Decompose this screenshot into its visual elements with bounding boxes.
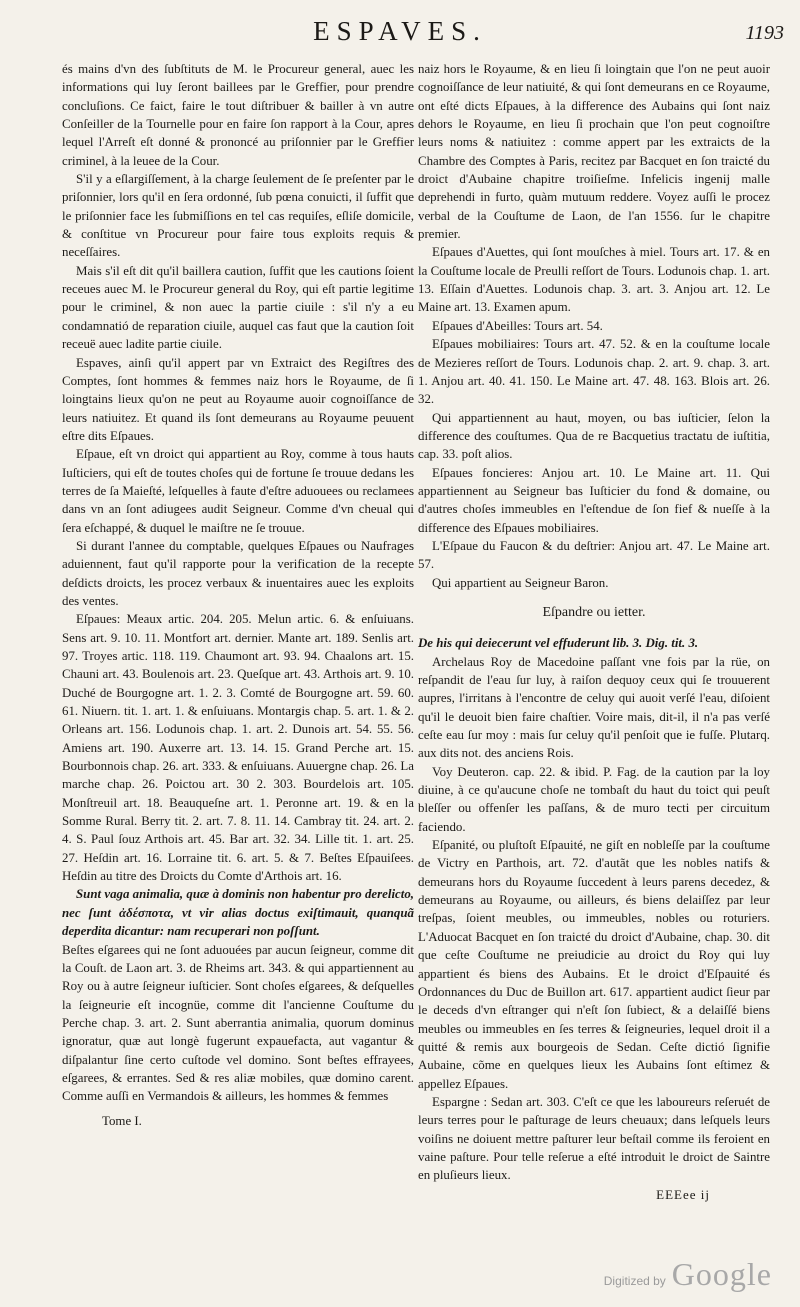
latin-citation: De his qui deiecerunt vel effuderunt lib. 3. Dig. tit. 3.: [418, 636, 699, 651]
running-head: ESPAVES.: [313, 16, 487, 46]
paragraph: Eſpaues d'Abeilles: Tours art. 54.: [432, 318, 603, 333]
left-column: [62, 60, 414, 1130]
right-column: [418, 60, 770, 1185]
paragraph: Qui appartient au Seigneur Baron.: [432, 575, 609, 590]
paragraph: Espargne : Sedan art. 303. C'eſt ce que les laboureurs reſeruét de leurs terres pour le paſturage de leurs cheuaux; dans leſquels leurs voiſins ne doiuent mettre paſturer leur beſtail comme ils feroient en vaine paſture. Pour telle reſerue a eſté introduit le droict de Saintre en pluſieurs lieux.: [418, 1094, 770, 1183]
paragraph: Archelaus Roy de Macedoine paſſant vne fois par la rüe, on reſpandit de l'eau ſur luy, à raiſon dequoy ceux qui ſe trouuerent aupres, l'irritans à l'encontre de celuy qui auoit verſé l'eau, diſoient qu'il le deuoit bien faire chaſtier. Voire mais, dit-il, il n'a pas verſé ceſte eau ſur moy : mais ſur celuy qu'il penſoit que ie fuſſe. Plutarq. aux dits not. des anciens Rois.: [418, 654, 770, 761]
paragraph: Eſpaues mobiliaires: Tours art. 47. 52. & en la couſtume locale de Mezieres reſſort de Tours. Lodunois chap. 2. art. 9. chap. 3. art. 1. Anjou art. 40. 41. 150. Le Maine art. 47. 48. 163. Blois art. 26. 32.: [418, 337, 770, 407]
paragraph: Eſpaue, eſt vn droict qui appartient au Roy, comme à tous hauts Iuſticiers, qui eſt de toutes choſes qui de fortune ſe trouue dedans les terres de ſa Maieſté, leſquelles à faute d'eſtre aduouees ou reclamees dans vn an ſont adiugees audit Seigneur. Comme d'vn cheual qui ſera eſchappé, & duquel le maiſtre ne ſe trouue.: [62, 447, 414, 535]
paragraph: és mains d'vn des ſubſtituts de M. le Procureur general, auec les informations qui luy ſeront baillees par le Greffier, pour prendre concluſions. Ce faict, faire le tout diſtribuer & bailler à vn autre Conſeiller de la Tournelle pour en faire ſon rapport à la Cour, apres lequel l'Arreſt eſt donné & prononcé au priſonnier par le Greffier criminel, à la leuee de la Cour.: [62, 62, 414, 168]
paragraph: Espaves, ainſi qu'il appert par vn Extraict des Regiſtres des Comptes, ſont hommes & femmes naiz hors le Royaume, de ſi loingtains lieux qu'on ne peut au Royaume auoir cognoiſſance de leurs natiuitez. Et quand ils ſont demeurans au Royaume peuuent eſtre dits Eſpaues.: [62, 355, 414, 443]
digitization-watermark: [604, 1256, 772, 1293]
paragraph: Eſpanité, ou pluſtoſt Eſpauité, ne giſt en nobleſſe par la couſtume de Victry en Parthois, art. 72. d'autãt que les nobles natifs & demeurans hors du Royaume ſuccedent à leurs parens decedez, & demeurans au Royaume, ou ailleurs, és biens delaiſſez par leur treſpas, ſoient meubles, ou immeubles, nobles ou roturiers. L'Aduocat Bacquet en ſon traicté du droict d'Aubaine, chap. 30. dit que ceſte Couſtume ne preiudicie au droict du Roy qui luy appartient és biens des Aubains. Et le droict d'Eſpauité és Ordonnances du Duc de Buillon art. 617. appartient audict ſieur par le deceds d'vn eſtranger qui n'eſt ſon ſubiect, & a delaiſſé biens meubles ou immeubles en ſes terres & ſeigneuries, lequel droit il a quitté & remis aux bourgeois de Sedan. Ceſte dictió ſignifie Aubaine, cõme en quelques lieux les Aubains ſont eſtimez & appellez Eſpaues.: [418, 838, 770, 1091]
paragraph: Voy Deuteron. cap. 22. & ibid. P. Fag. de la caution par la loy diuine, à ce qu'aucune choſe ne tombaſt du haut du toict qui peuſt bleſſer ou offenſer les paſſans, & de muro tecti per circuitum faciendo.: [418, 764, 770, 834]
page-header: [60, 16, 784, 50]
paragraph: Mais s'il eſt dit qu'il baillera caution, ſuffit que les cautions ſoient receues auec M. le Procureur general du Roy, qui eſt partie legitime pour le criminel, & non auec la partie ciuile : s'il n'y a eu condamnatió de reparation ciuile, auquel cas faut que la caution ſoit receuë auec ladite partie ciuile.: [62, 263, 414, 352]
google-logo: Google: [671, 1256, 772, 1292]
volume-label: Tome I.: [102, 1113, 142, 1128]
paragraph: naiz hors le Royaume, & en lieu ſi loingtain que l'on ne peut auoir cognoiſſance de leur natiuité, & qui ſont demeurans en ce Royaume, ont eſté dicts Eſpaues, à la difference des Aubains qui ſont naiz dehors le Royaume, en lieu ſi prochain que l'on peut cognoiſtre leurs noms & natiuitez : comme appert par les extraicts de la Chambre des Comptes à Paris, recitez par Bacquet en ſon traicté du droict d'Aubaine chapitre troiſieſme. Infelicis ingenij malle deprehendi in furto, quàm mutuum reddere. Voyez auſſi le procez verbal de la Couſtume de Laon, de l'an 1556. ſur le chapitre premier.: [418, 62, 770, 242]
paragraph: L'Eſpaue du Faucon & du deſtrier: Anjou art. 47. Le Maine art. 57.: [418, 538, 770, 572]
paragraph: Eſpaues foncieres: Anjou art. 10. Le Maine art. 11. Qui appartiennent au Seigneur bas Iuſticier du fond & domaine, ou d'autres choſes immeubles en l'eſtendue de ſon fief & nueſſe à la difference des Eſpaues mobiliaires.: [418, 465, 770, 535]
paragraph: Eſpaues: Meaux artic. 204. 205. Melun artic. 6. & enſuiuans. Sens art. 9. 10. 11. Montfort art. dernier. Mante art. 189. Senlis art. 97. Troyes artic. 118. 119. Chaumont art. 93. 94. Chaalons art. 15. Chauni art. 43. Boulenois art. 23. Queſque art. 43. Arthois art. 9. 10. Duché de Bourgogne art. 1. 2. 3. Comté de Bourgogne art. 59. 60. 61. Niuern. tit. 1. art. 1. & enſuiuans. Montargis chap. 5. art. 1. & 2. Orleans art. 156. Lodunois chap. 1. art. 2. Dunois art. 54. 55. 56. Amiens art. 190. Auxerre art. 13. 14. 15. Grand Perche art. 15. Bourbonnois chap. 26. art. 333. & enſuiuans. Auuergne chap. 26. La marche chap. 26. Poictou art. 30 2. 303. Bourdelois art. 105. Monſtreuil art. 18. Beauqueſne art. 1. Peronne art. 19. & en la Somme Rural. Berry tit. 2. art. 7. 8. 11. 14. Cambray tit. 24. art. 2. 4. S. Paul ſouz Arthois art. 45. Bar art. 32. 34. Lille tit. 1. art. 25. 27. Heſdin art. 16. Lorraine tit. 6. art. 5. & 7. Beſtes Eſpauiſees. Heſdin au titre des Droicts du Comte d'Arthois art. 16.: [62, 612, 414, 884]
paragraph: Qui appartiennent au haut, moyen, ou bas iuſticier, ſelon la difference des couſtumes. Qua de re Bacquetius tractatu de iuſtitia, cap. 33. poſt alios.: [418, 410, 770, 462]
paragraph: Beſtes eſgarees qui ne ſont aduouées par aucun ſeigneur, comme dit la Couſt. de Laon art. 3. de Rheims art. 343. & qui appartiennent au Roy ou à autre ſeigneur iuſticier. Sont choſes eſgarees, & deſquelles la ſeigneurie eſt incognüe, comme dit l'ancienne Couſtume du Perche chap. 3. art. 2. Sunt aberrantia animalia, quorum dominus ignoratur, quæ aut longè fugerunt expauefacta, aut vagantur & diſpalantur ſine certo cuſtode vel domino. Sont beſtes effrayees, eſgarees, & errantes. Sed & res aliæ mobiles, quæ domino carent. Comme auſſi en Vermandois & ailleurs, les hommes & femmes: [62, 942, 414, 1104]
watermark-prefix: Digitized by: [603, 1274, 666, 1288]
paragraph: S'il y a eſlargiſſement, à la charge ſeulement de ſe preſenter par le priſonnier, lors qu'il en ſera ordonné, ſub pœna conuicti, il ſuffit que le priſonnier face les ſubmiſſions en tel cas requiſes, eſliſe domicile, & conſtitue vn Procureur pour faire tous exploits requis & neceſſaires.: [62, 172, 414, 260]
paragraph: Si durant l'annee du comptable, quelques Eſpaues ou Naufrages aduiennent, faut qu'il rapporte pour la verification de la recepte deſdicts droicts, les procez verbaux & inuentaires auec les exploits des ventes.: [62, 538, 414, 608]
section-heading: Eſpandre ou ietter.: [542, 604, 646, 620]
page-number: 1193: [745, 22, 784, 44]
signature-mark: EEEee ij: [656, 1187, 710, 1202]
latin-quotation: Sunt vaga animalia, quæ à dominis non habentur pro derelicto, nec ſunt ἀδέσποτα, vt vir alias doctus exiſtimauit, quanquã deperdita dicantur: nam recuperari non poſſunt.: [62, 887, 414, 939]
paragraph: Eſpaues d'Auettes, qui ſont mouſches à miel. Tours art. 17. & en la Couſtume locale de Preulli reſſort de Tours. Lodunois chap. 1. art. 13. Eſſain d'Auettes. Lodunois chap. 3. art. 3. Anjou art. 12. Le Maine art. 13. Examen apum.: [418, 245, 770, 315]
